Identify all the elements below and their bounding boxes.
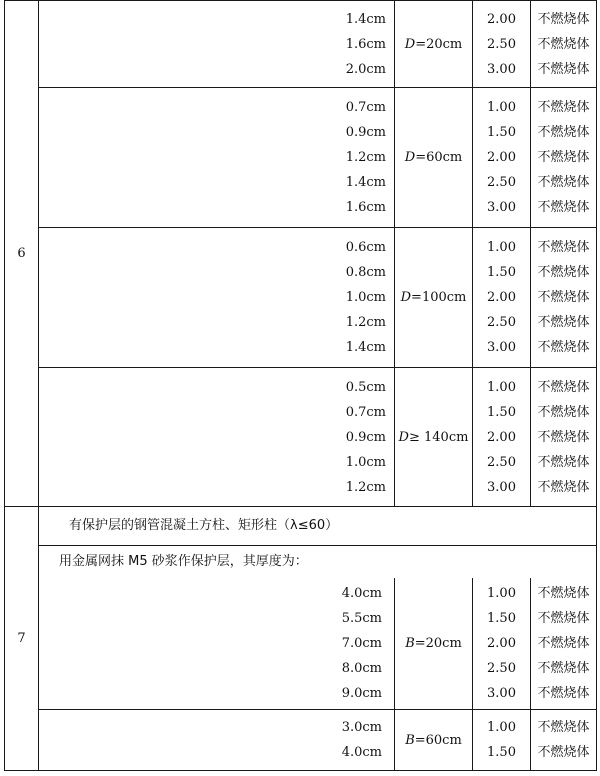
- combustibility-class: 不燃烧体: [537, 661, 590, 676]
- fire-limit-value: 3.00: [487, 340, 516, 355]
- fire-limit-value: 1.00: [487, 100, 516, 115]
- thickness-cell: [39, 368, 395, 507]
- fire-limit-value: 1.50: [487, 745, 516, 760]
- fire-limit-value: 2.50: [487, 36, 516, 52]
- combustibility-class: 不燃烧体: [537, 125, 590, 140]
- thickness-value: 7.0cm: [341, 636, 382, 651]
- combustibility-class: 不燃烧体: [537, 611, 590, 626]
- thickness-value: 0.6cm: [345, 240, 386, 255]
- fire-limit-value: 3.00: [487, 686, 516, 701]
- thickness-value: 9.0cm: [341, 686, 382, 701]
- combustibility-class: 不燃烧体: [537, 586, 590, 601]
- fire-limit-value: 1.00: [487, 586, 516, 601]
- fire-limit-value: 1.50: [487, 611, 516, 626]
- combustibility-class: 不燃烧体: [537, 636, 590, 651]
- thickness-cell: [39, 88, 395, 228]
- class-cell: [531, 578, 597, 710]
- fire-resistance-table: [4, 0, 597, 771]
- dimension-cell: D=100cm: [395, 228, 473, 368]
- dimension-cell: D=20cm: [395, 1, 473, 88]
- fire-limit-value: 2.50: [487, 454, 516, 470]
- class-cell: [531, 88, 597, 228]
- limit-cell: [473, 710, 531, 771]
- combustibility-class: 不燃烧体: [537, 61, 590, 77]
- limit-cell: [473, 578, 531, 710]
- thickness-value: 1.4cm: [345, 175, 386, 190]
- section-heading: 有保护层的钢管混凝土方柱、矩形柱（λ≤60）: [69, 518, 339, 533]
- fire-limit-value: 2.00: [487, 11, 516, 27]
- fire-limit-value: 3.00: [487, 61, 516, 77]
- table-row: [5, 368, 597, 507]
- class-cell: [531, 228, 597, 368]
- thickness-value: 1.0cm: [345, 290, 386, 305]
- thickness-value: 1.4cm: [345, 11, 386, 27]
- combustibility-class: 不燃烧体: [537, 379, 590, 395]
- fire-limit-value: 1.00: [487, 720, 516, 735]
- section-number: 7: [5, 507, 39, 771]
- fire-limit-value: 1.50: [487, 265, 516, 280]
- fire-limit-value: 2.00: [487, 150, 516, 165]
- fire-limit-value: 2.00: [487, 290, 516, 305]
- thickness-value: 1.2cm: [345, 150, 386, 165]
- section-heading-cell: [39, 507, 597, 546]
- fire-limit-value: 2.50: [487, 315, 516, 330]
- combustibility-class: 不燃烧体: [537, 479, 590, 495]
- thickness-value: 0.8cm: [345, 265, 386, 280]
- table-row: [5, 228, 597, 368]
- dimension-cell: B=60cm: [395, 710, 473, 771]
- section-number: 6: [5, 1, 39, 507]
- thickness-value: 0.9cm: [345, 125, 386, 140]
- combustibility-class: 不燃烧体: [537, 265, 590, 280]
- combustibility-class: 不燃烧体: [537, 100, 590, 115]
- thickness-cell: [39, 228, 395, 368]
- thickness-value: 0.9cm: [345, 429, 386, 445]
- thickness-cell: [39, 578, 395, 710]
- fire-limit-value: 1.50: [487, 125, 516, 140]
- class-cell: [531, 1, 597, 88]
- table-row: [5, 578, 597, 710]
- fire-limit-value: 3.00: [487, 479, 516, 495]
- combustibility-class: 不燃烧体: [537, 429, 590, 445]
- combustibility-class: 不燃烧体: [537, 404, 590, 420]
- combustibility-class: 不燃烧体: [537, 240, 590, 255]
- combustibility-class: 不燃烧体: [537, 36, 590, 52]
- combustibility-class: 不燃烧体: [537, 150, 590, 165]
- limit-cell: [473, 228, 531, 368]
- combustibility-class: 不燃烧体: [537, 720, 590, 735]
- combustibility-class: 不燃烧体: [537, 175, 590, 190]
- thickness-value: 3.0cm: [341, 720, 382, 735]
- fire-limit-value: 1.50: [487, 404, 516, 420]
- table-row: [5, 88, 597, 228]
- thickness-value: 0.7cm: [345, 100, 386, 115]
- class-cell: [531, 710, 597, 771]
- thickness-value: 4.0cm: [341, 586, 382, 601]
- thickness-value: 2.0cm: [345, 61, 386, 77]
- thickness-value: 1.0cm: [345, 454, 386, 470]
- thickness-value: 1.2cm: [345, 315, 386, 330]
- dimension-cell: D≥ 140cm: [395, 368, 473, 507]
- class-cell: [531, 368, 597, 507]
- thickness-list: [39, 7, 394, 82]
- thickness-value: 1.6cm: [345, 200, 386, 215]
- fire-limit-value: 2.50: [487, 175, 516, 190]
- combustibility-class: 不燃烧体: [537, 454, 590, 470]
- thickness-cell: [39, 1, 395, 88]
- thickness-cell: [39, 710, 395, 771]
- combustibility-class: 不燃烧体: [537, 11, 590, 27]
- fire-limit-value: 2.00: [487, 429, 516, 445]
- limit-cell: [473, 88, 531, 228]
- combustibility-class: 不燃烧体: [537, 340, 590, 355]
- combustibility-class: 不燃烧体: [537, 315, 590, 330]
- dimension-cell: D=60cm: [395, 88, 473, 228]
- thickness-value: 5.5cm: [341, 611, 382, 626]
- fire-limit-value: 1.00: [487, 379, 516, 395]
- fire-limit-value: 2.50: [487, 661, 516, 676]
- subheading-cell: [39, 546, 597, 579]
- combustibility-class: 不燃烧体: [537, 745, 590, 760]
- thickness-value: 8.0cm: [341, 661, 382, 676]
- table-row: [5, 507, 597, 546]
- thickness-value: 4.0cm: [341, 745, 382, 760]
- table-row: [5, 710, 597, 771]
- thickness-value: 1.4cm: [345, 340, 386, 355]
- section-subheading: 用金属网抹 M5 砂浆作保护层，其厚度为：: [59, 554, 308, 569]
- fire-limit-value: 1.00: [487, 240, 516, 255]
- thickness-value: 0.7cm: [345, 404, 386, 420]
- combustibility-class: 不燃烧体: [537, 200, 590, 215]
- fire-limit-value: 2.00: [487, 636, 516, 651]
- limit-cell: [473, 368, 531, 507]
- combustibility-class: 不燃烧体: [537, 686, 590, 701]
- thickness-value: 0.5cm: [345, 379, 386, 395]
- fire-limit-value: 3.00: [487, 200, 516, 215]
- table-row: [5, 546, 597, 579]
- thickness-value: 1.2cm: [345, 479, 386, 495]
- dimension-cell: B=20cm: [395, 578, 473, 710]
- table-row: [5, 1, 597, 88]
- thickness-value: 1.6cm: [345, 36, 386, 52]
- limit-cell: [473, 1, 531, 88]
- combustibility-class: 不燃烧体: [537, 290, 590, 305]
